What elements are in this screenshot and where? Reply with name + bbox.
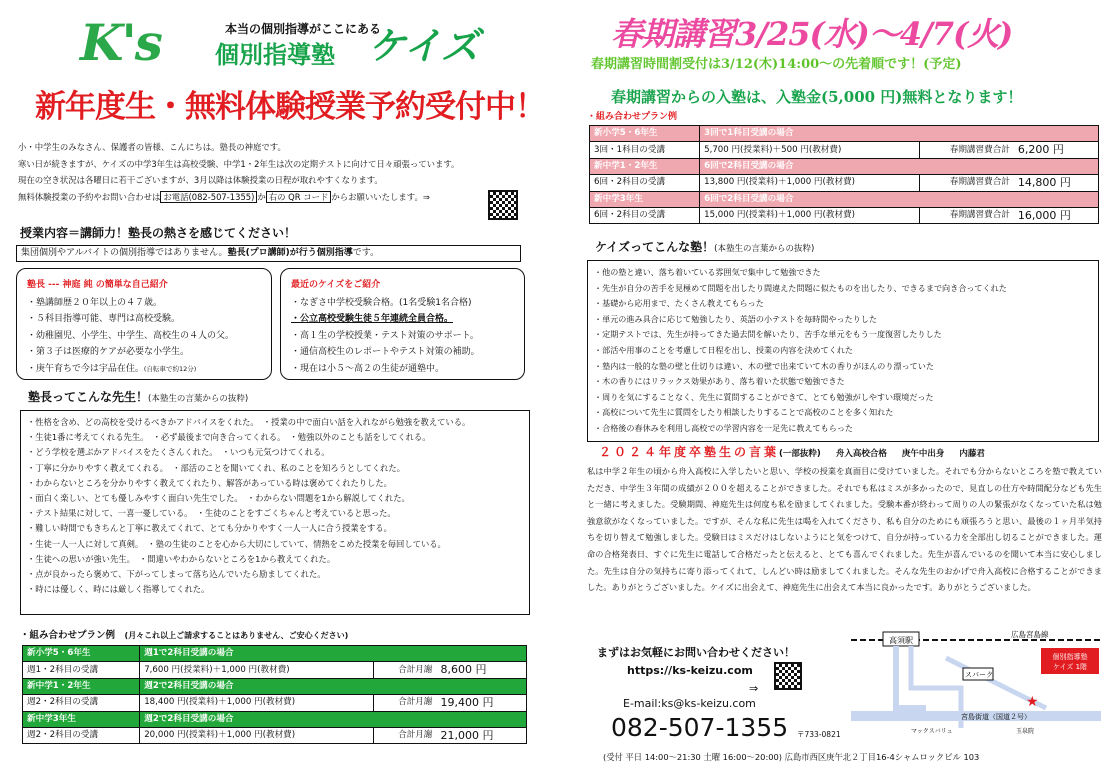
- comment-item: ・生徒一人一人に対して真剣。 ・塾の生徒のことを心から大切にしていて、情熱をこめた授業を毎回している。: [27, 538, 446, 549]
- spring-subtitle: 春期講習時間割受付は3/12(木)14:00～の先着順です！(予定): [591, 57, 962, 72]
- profile-item: ・５科目指導可能、専門は高校受験。: [27, 314, 181, 324]
- plan-fee: 18,400 円(授業料)＋1,000 円(教材費): [140, 694, 374, 711]
- testimonial-sub: (一部抜粋): [779, 449, 821, 459]
- marker-label2: ケイズ 1階: [1052, 663, 1088, 671]
- plan-head: 週1で2科目受講の場合: [140, 646, 527, 662]
- road-label: 宮島街道（国道２号）: [961, 713, 1031, 721]
- testimonial-from: 庚午中出身: [901, 449, 945, 459]
- plan-total-label: 合計月謝: [374, 727, 437, 744]
- spring-plan-total-label: 春期講習費合計: [919, 207, 1013, 224]
- plan-title-main: ・組み合わせプラン例: [20, 630, 116, 641]
- profile-item: [27, 361, 261, 378]
- contact-email[interactable]: E-mail:ks@ks-keizu.com: [623, 697, 756, 710]
- intro-p2: 現在の空き状況は各曜日に若干ございますが、3月以降は体験授業の日程が取れやすくなります。: [18, 175, 383, 185]
- comment-item: ・生徒1番に考えてくれる先生。 ・必ず最後まで向き合ってくれる。 ・勉強以外のことも話をしてくれる。: [27, 432, 431, 443]
- school-comment-item: ・木の香りにはリラックス効果があり、落ち着いた状態で勉強できた: [594, 376, 845, 387]
- max-label: マックスバリュ: [911, 728, 953, 735]
- logo-ks: K's: [80, 13, 161, 72]
- intro-phone[interactable]: お電話(082-507-1355): [160, 191, 257, 203]
- school-comment-item: ・周りを気にすることなく、先生に質問することができて、とても勉強がしやすい環境だった: [594, 391, 934, 402]
- teacher-comments: [20, 410, 530, 615]
- spring-plan-fee: 5,700 円(授業料)＋500 円(教材費): [700, 142, 920, 159]
- spring-plan-fee: 13,800 円(授業料)＋1,000 円(教材費): [700, 174, 920, 191]
- spring-plan-grade: 新小学5・6年生: [590, 126, 700, 142]
- school-comment-item: ・部活や用事のことを考慮して日程を出し、授業の内容を決めてくれた: [594, 344, 854, 355]
- plan-row: [23, 662, 527, 679]
- spring-plan-grade: 新中学3年生: [590, 191, 700, 207]
- spring-plan-title: ・組み合わせプラン例: [587, 112, 678, 122]
- recent-box: [280, 268, 525, 380]
- spring-plan-fee: 15,000 円(授業料)＋1,000 円(教材費): [700, 207, 920, 224]
- intro-qr-text: 右の QR コード: [266, 191, 332, 203]
- plan-grade: 新中学1・2年生: [23, 678, 140, 694]
- contact-url[interactable]: https://ks-keizu.com: [627, 664, 753, 677]
- recent-title: 最近のケイズをご紹介: [291, 280, 381, 290]
- spring-plan-total: 6,200 円: [1014, 142, 1099, 159]
- intro-p1: 寒い日が続きますが、ケイズの中学3年生は高校受験、中学1・2年生は次の定期テストに向けて日々頑張っています。: [18, 158, 460, 169]
- spring-plan-label: 6回・2科目の受講: [590, 207, 700, 224]
- plan-note: (月々これ以上ご請求することはありません、ご安心ください): [124, 631, 349, 640]
- comment-item: ・性格を含め、どの高校を受けるべきかアドバイスをくれた。 ・授業の中で面白い話を入れながら勉強を教えている。: [27, 417, 471, 427]
- plan-row-header: [23, 646, 527, 662]
- plan-label: 週1・2科目の受講: [23, 662, 140, 679]
- recent-item: ・現在は小５～高２の生徒が通塾中。: [291, 363, 445, 374]
- tama-label: 玉泉院: [1016, 728, 1035, 735]
- spring-free: 春期講習からの入塾は、入塾金(5,000 円)無料となります！: [611, 88, 1023, 106]
- school-comment-item: ・合格後の春休みを利用し高校での学習内容を一足先に教えてもらった: [594, 422, 854, 433]
- intro-p3-b: か: [257, 191, 266, 202]
- plan-table: [22, 645, 527, 744]
- comment-item: ・テスト結果に対して、一喜一憂している。 ・生徒のことをすごくちゃんと考えていると思った。: [27, 508, 396, 519]
- spring-plan-total-label: 春期講習費合計: [919, 142, 1013, 159]
- spark-label: スパーク: [965, 671, 993, 679]
- intro-p3: [18, 190, 533, 205]
- spring-plan-row: [590, 207, 1099, 224]
- notice-a: 集団個別やアルバイトの個別指導ではありません。: [21, 248, 228, 258]
- spring-plan-row-header: [590, 191, 1099, 207]
- plan-row: [23, 727, 527, 744]
- notice-b: 塾長(プロ講師)が行う個別指導: [227, 248, 353, 258]
- section-teacher-title: [28, 390, 248, 405]
- plan-head: 週2で2科目受講の場合: [140, 678, 527, 694]
- line-label: 広島宮島線: [1011, 630, 1049, 639]
- intro: [18, 140, 533, 206]
- logo-kana: ケイズ: [368, 23, 479, 68]
- qr-code-icon[interactable]: [488, 190, 518, 220]
- spring-plan-row-header: [590, 126, 1099, 142]
- profile-item: ・第３子は医療的ケアが必要な小学生。: [27, 347, 190, 357]
- spring-plan-head: 3回で1科目受講の場合: [700, 126, 1099, 142]
- school-comment-item: ・定期テストでは、先生が持ってきた過去問を解いたり、苦手な単元をもう一度復習したりした: [594, 329, 942, 340]
- plan-total-label: 合計月謝: [374, 662, 437, 679]
- headline: 新年度生・無料体験授業予約受付中！: [35, 89, 545, 125]
- section-teacher-main: 塾長ってこんな先生！: [28, 390, 149, 404]
- spring-plan-total: 16,000 円: [1014, 207, 1099, 224]
- spring-plan-table: [589, 125, 1099, 224]
- qr-code-icon[interactable]: [774, 662, 802, 690]
- plan-head: 週2で2科目受講の場合: [140, 711, 527, 727]
- testimonial-body: 私は中学２年生の頃から舟入高校に入学したいと思い、学校の授業を真面目に受けていました。それでも分からないところを塾で教えていただき、中学生３年間の成績が２００を超えることができました。それでも私はミスが多かったので、見直しの仕方や時間配分なども先生と一緒に考えました。受験期間、神庭先生は何度も私を励ましてくれました。受験本番が終わって周りの人の緊張がなくなっていた私は勉強意欲がなくなっていました。ですが、そんな私に先生は喝を入れてくださり、私も自分のためにも頑張ろうと思い、最後の１ヶ月半気持ちを切り替えて勉強しました。受験日はミスだけはしないようにと気をつけて、自分が持っている力を全部出し切ることができました。運命の合格発表日、すぐに先生に電話して合格だったと伝えると、とても喜んでくれました。先生が喜んでいるのを聞いて本当に安心しました。先生は自分の気持ちに寄り添ってくれて、しんどい時は励ましてくれました。そんな先生のおかげで舟入高校に合格することができました。ありがとうございました。ケイズに出会えて、神庭先生に出会えて本当に良かったです。ありがとうございました。: [587, 466, 1102, 593]
- plan-label: 週2・2科目の受講: [23, 727, 140, 744]
- spring-plan-total: 14,800 円: [1014, 174, 1099, 191]
- profile-box: [16, 268, 272, 380]
- plan-grade: 新小学5・6年生: [23, 646, 140, 662]
- comment-item: ・どう学校を選ぶかアドバイスをたくさんくれた。 ・いつも元気つけてくれる。: [27, 447, 330, 458]
- comment-item: ・時には優しく、時には厳しく指導してくれた。: [27, 584, 210, 595]
- spring-plan-row: [590, 142, 1099, 159]
- profile-title: 塾長 --- 神庭 純 の簡単な自己紹介: [27, 280, 168, 290]
- comment-item: ・わからないところを分かりやすく教えてくれたり、解答があっている時は褒めてくれたりした。: [27, 477, 392, 488]
- profile-last-small: (自転車で約12分): [143, 364, 197, 373]
- footer-hours: (受付 平日 14:00～21:30 土曜 16:00～20:00) 広島市西区庚午北２丁目16-4シャムロックビル 103: [603, 752, 980, 762]
- contact-phone[interactable]: 082-507-1355: [611, 713, 789, 742]
- testimonial-title: [599, 445, 985, 460]
- notice-c: です。: [352, 248, 380, 258]
- recent-item: ・なぎさ中学校受験合格。(1名受験1名合格): [291, 297, 472, 308]
- plan-total: 8,600 円: [436, 662, 526, 679]
- contact-zip: 〒733-0821: [797, 730, 841, 739]
- contact-lead: まずはお気軽にお問い合わせください！: [597, 646, 795, 659]
- comment-item: ・丁寧に分かりやすく教えてくれる。 ・部活のことを聞いてくれ、私のことを知ろうとしてくれた。: [27, 462, 406, 473]
- plan-label: 週2・2科目の受講: [23, 694, 140, 711]
- profile-item: ・幼稚園児、小学生、中学生、高校生の４人の父。: [27, 330, 235, 341]
- school-comment-item: ・基礎から応用まで、たくさん教えてもらった: [594, 298, 764, 309]
- section-school-title: [595, 240, 814, 255]
- spring-plan-row: [590, 174, 1099, 191]
- school-comment-item: ・他の塾と違い、落ち着いている雰囲気で集中して勉強できた: [594, 267, 821, 277]
- logo-name: 個別指導塾: [215, 41, 335, 69]
- plan-fee: 7,600 円(授業料)＋1,000 円(教材費): [140, 662, 374, 679]
- plan-total: 19,400 円: [436, 694, 526, 711]
- comment-item: ・面白く楽しい、とても優しみやすく面白い先生でした。 ・わからない問題を1から解説してくれた。: [27, 493, 410, 504]
- notice-box: [16, 245, 521, 262]
- school-comment-item: ・塾内は一般的な塾の壁と仕切りは違い、木の壁で出来ていて木の香りがほんのり漂っていた: [594, 360, 934, 371]
- location-star-icon: ★: [1026, 694, 1039, 710]
- intro-p3-c: からお願いいたします。⇒: [331, 191, 430, 202]
- plan-title: [20, 630, 348, 642]
- recent-item: ・高１生の学校授業・テスト対策のサポート。: [291, 330, 479, 341]
- testimonial-name: 内藤君: [959, 449, 985, 459]
- section-school-main: ケイズってこんな塾！: [595, 240, 715, 254]
- section-teacher-sub: (本塾生の言葉からの抜粋): [148, 394, 249, 404]
- plan-row-header: [23, 678, 527, 694]
- school-comment-item: ・先生が自分の苦手を見極めて問題を出したり間違えた問題に似たものを出したり、できるまで向き合ってくれた: [594, 282, 1007, 293]
- intro-p3-a: 無料体験授業の予約やお問い合わせは: [18, 191, 161, 202]
- spring-plan-row-header: [590, 158, 1099, 174]
- spring-plan-total-label: 春期講習費合計: [919, 174, 1013, 191]
- contact-arrow: ⇒: [749, 682, 759, 695]
- section-school-sub: (本塾生の言葉からの抜粋): [714, 244, 815, 254]
- left-page: [10, 0, 545, 772]
- logo-tagline: 本当の個別指導がここにある: [225, 22, 382, 36]
- plan-total-label: 合計月謝: [374, 694, 437, 711]
- recent-item: ・通信高校生のレポートやテスト対策の補助。: [291, 347, 480, 357]
- spring-title: 春期講習3/25(水)～4/7(火): [611, 15, 1013, 53]
- plan-grade: 新中学3年生: [23, 711, 140, 727]
- spring-plan-head: 6回で2科目受講の場合: [700, 191, 1099, 207]
- recent-item: ・公立高校受験生徒５年連続全員合格。: [291, 314, 454, 324]
- testimonial-school: 舟入高校合格: [835, 449, 887, 459]
- station-label: 高須駅: [889, 636, 913, 645]
- comment-item: ・生徒への思いが強い先生。 ・間違いやわからないところを1から教えてくれた。: [27, 553, 336, 564]
- plan-row: [23, 694, 527, 711]
- plan-row-header: [23, 711, 527, 727]
- school-comment-item: ・単元の進み具合に応じて勉強したり、英語の小テストを毎時間やったりした: [594, 313, 877, 324]
- testimonial-year: ２０２４年度卒塾生の言葉: [599, 445, 780, 459]
- spring-plan-label: 6回・2科目の受講: [590, 174, 700, 191]
- plan-total: 21,000 円: [436, 727, 526, 744]
- access-map: [851, 628, 1101, 748]
- section-lessons-title: 授業内容＝講師力！塾長の熱さを感じてください！: [20, 226, 297, 240]
- comment-item: ・点が良かったら褒めて、下がってしまって落ち込んでいたら励ましてくれた。: [27, 569, 326, 580]
- right-page: [581, 0, 1103, 772]
- greeting: 小・中学生のみなさん、保護者の皆様、こんにちは。塾長の神庭です。: [18, 142, 286, 152]
- spring-plan-head: 6回で2科目受講の場合: [700, 158, 1099, 174]
- spring-plan-label: 3回・1科目の受講: [590, 142, 700, 159]
- plan-fee: 20,000 円(授業料)＋1,000 円(教材費): [140, 727, 374, 744]
- marker-label: 個別指導塾: [1052, 653, 1088, 661]
- comment-item: ・難しい時間でもきちんと丁寧に教えてくれて、とても分かりやすく一人一人に合う授業をする。: [27, 523, 392, 534]
- school-comments: [587, 260, 1099, 442]
- profile-item: ・塾講師歴２０年以上の４７歳。: [27, 297, 163, 308]
- profile-last: ・庚午育ちで今は宇品在住。: [27, 363, 144, 374]
- spring-plan-grade: 新中学1・2年生: [590, 158, 700, 174]
- school-comment-item: ・高校について先生に質問をしたり相談したりすることで高校のことを多く知れた: [594, 407, 894, 418]
